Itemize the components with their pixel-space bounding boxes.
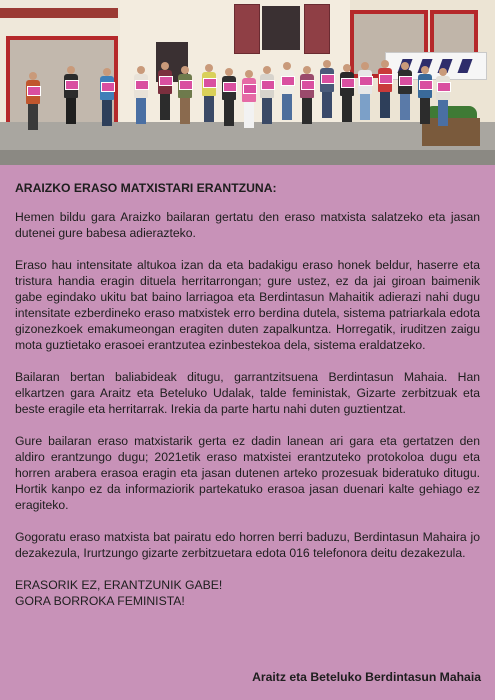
statement-title <box>15 180 480 196</box>
paragraph-resources: Bailaran bertan baliabideak ditugu, garrantzitsuena Berdintasun Mahaia. Han elkartzen gara Araitz eta Beteluko Udalak, talde feministak, Gizarte zerbitzuak eta beste eragile eta herritarrak. Irekia da parte hartu nahi duten guztientzat. <box>15 370 480 416</box>
paragraph-intro: Hemen bildu gara Araizko bailaran gertatu den eraso matxista salatzeko eta jasan dutenei gure babesa adierazteko. <box>15 210 480 240</box>
slogan-line-2: GORA BORROKA FEMINISTA! <box>15 594 185 608</box>
paragraph-protocol: Gure bailaran eraso matxistarik gerta ez dadin lanean ari gara eta gertatzen den aldiro erantzungo dugu; 2021etik eraso matxistei erantzuteko protokoloa dugu eta horren arabera erasoa eragin eta jasan dutenen arteko prozesuak bideratuko ditugu. Hortik kanpo ez da informaziorik partekatuko erasoa jasan duenari kalte gehiago ez eragiteko. <box>15 434 480 512</box>
paragraph-contact: Gogoratu eraso matxista bat pairatu edo horren berri baduzu, Berdintasun Mahaira jo dezakezula, Irurtzungo gizarte zerbitzuetara edota 016 telefonora deitu dezakezula. <box>15 530 480 560</box>
banner-mark <box>457 59 472 73</box>
signature: Araitz eta Beteluko Berdintasun Mahaia <box>252 670 481 684</box>
statement-title-text: ARAIZKO ERASO MATXISTARI ERANTZUNA <box>15 181 273 195</box>
street-curb <box>0 150 495 165</box>
slogan-line-1: ERASORIK EZ, ERANTZUNIK GABE! <box>15 578 223 592</box>
window <box>262 6 300 50</box>
header-photo <box>0 0 495 165</box>
balcony <box>0 8 118 18</box>
window-shutter-right <box>304 4 330 54</box>
wooden-planter <box>422 118 480 146</box>
statement-body <box>15 180 480 609</box>
paragraph-intensity: Eraso hau intensitate altukoa izan da eta badakigu eraso honek beldur, haserre eta tristura handia eragin dituela herritarrongan; gure ustez, ez da jai giroan baimenik gabe egindako ukitu bat baino larriagoa eta Berdintasun Mahaitik adierazi nahi dugu intensitate ezberdineko eraso matxistek erro berdina dutela, sistema patriarkala edota gizonezkoek emakumeongan eragiten duten zapalkuntza. Horregatik, iruditzen zaigu mota guztietako erasoei erantzutea ezinbestekoa dela, sistema eraldatzeko. <box>15 258 480 352</box>
window-shutter-left <box>234 4 260 54</box>
statement-title-colon: : <box>272 181 277 195</box>
